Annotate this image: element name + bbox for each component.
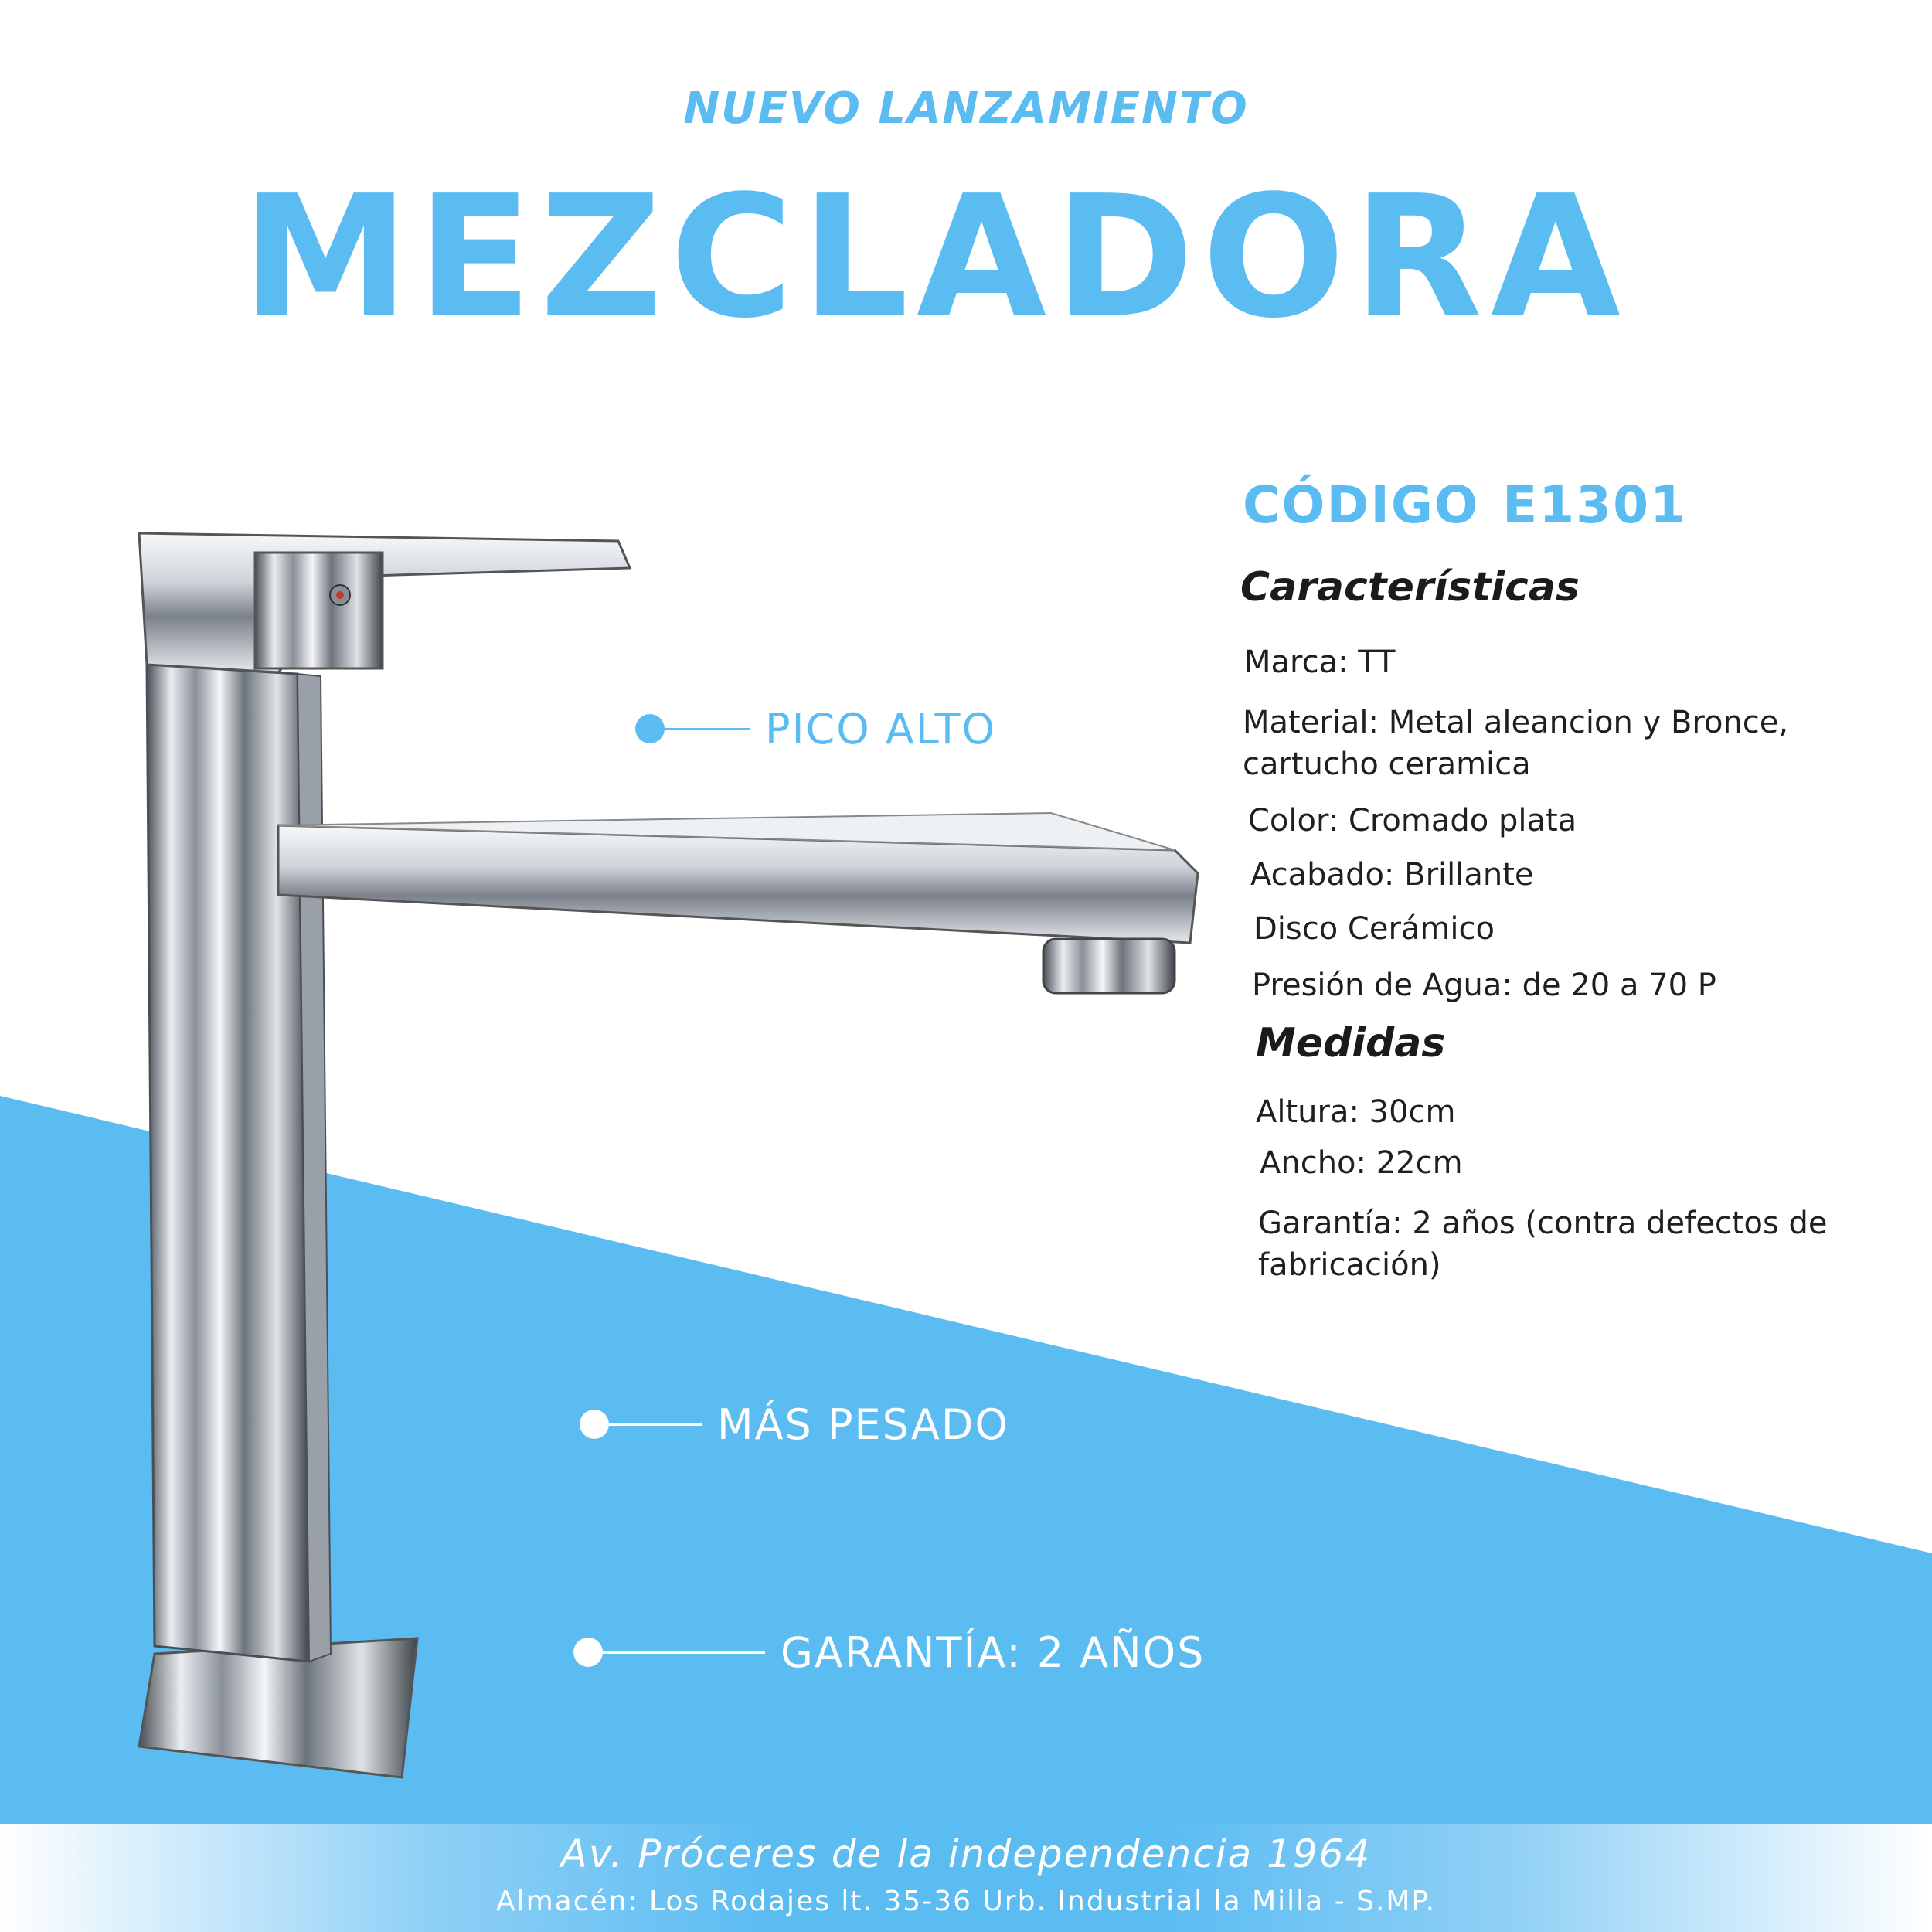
product-code	[1243, 475, 1710, 535]
launch-kicker: NUEVO LANZAMIENTO	[683, 83, 1249, 134]
callout-label: PICO ALTO	[765, 704, 996, 753]
callout-line	[665, 728, 750, 730]
callout-label: MÁS PESADO	[717, 1400, 1009, 1449]
faucet-image	[124, 510, 1221, 1793]
medidas-heading: Medidas	[1256, 1020, 1446, 1066]
callout-dot	[635, 714, 665, 743]
product-title: MEZCLADORA	[241, 160, 1629, 355]
caracteristicas-heading: Características	[1240, 564, 1580, 611]
code-label: CÓDIGO	[1243, 475, 1480, 535]
callout-garantia	[573, 1629, 1205, 1675]
code-value: E1301	[1502, 475, 1687, 535]
spec-acabado: Acabado: Brillante	[1250, 857, 1534, 893]
callout-mas-pesado	[580, 1401, 1009, 1447]
spec-ancho: Ancho: 22cm	[1260, 1145, 1463, 1181]
callout-line	[609, 1423, 702, 1426]
callout-line	[603, 1651, 765, 1654]
spec-altura: Altura: 30cm	[1256, 1094, 1456, 1130]
footer-warehouse: Almacén: Los Rodajes lt. 35-36 Urb. Industrial la Milla - S.MP.	[495, 1886, 1437, 1917]
callout-dot	[580, 1410, 609, 1439]
spec-color: Color: Cromado plata	[1248, 803, 1577, 838]
callout-label: GARANTÍA: 2 AÑOS	[781, 1628, 1206, 1677]
footer-address: Av. Próceres de la independencia 1964	[560, 1832, 1372, 1876]
spec-garantia: Garantía: 2 años (contra defectos de fabricación)	[1258, 1206, 1828, 1283]
spec-presion: Presión de Agua: de 20 a 70 P	[1252, 968, 1716, 1003]
callout-dot	[573, 1638, 603, 1667]
spec-disco: Disco Cerámico	[1253, 911, 1495, 947]
callout-pico-alto	[635, 706, 996, 752]
spec-marca: Marca: TT	[1244, 645, 1396, 680]
spec-material: Material: Metal aleancion y Bronce, cartucho ceramica	[1243, 705, 1789, 782]
